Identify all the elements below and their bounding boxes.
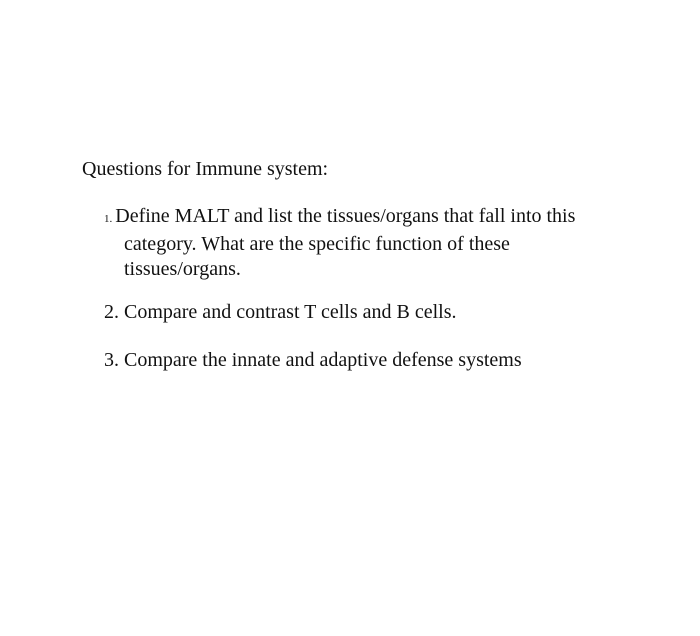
question-2 xyxy=(104,300,457,325)
question-2-number: 2. xyxy=(104,301,119,323)
question-1-number: 1. xyxy=(104,213,113,225)
question-1 xyxy=(104,204,604,282)
question-2-text: Compare and contrast T cells and B cells. xyxy=(124,301,457,323)
question-1-line-1 xyxy=(104,204,604,232)
question-1-text-line-1: Define MALT and list the tissues/organs that fall into this xyxy=(115,205,576,227)
question-3 xyxy=(104,348,522,373)
question-1-text-line-3: tissues/organs. xyxy=(124,258,241,280)
question-3-number: 3. xyxy=(104,349,119,371)
question-3-text: Compare the innate and adaptive defense systems xyxy=(124,349,522,371)
question-1-text-line-2: category. What are the specific function of these xyxy=(124,233,510,255)
document-heading: Questions for Immune system: xyxy=(82,158,329,180)
